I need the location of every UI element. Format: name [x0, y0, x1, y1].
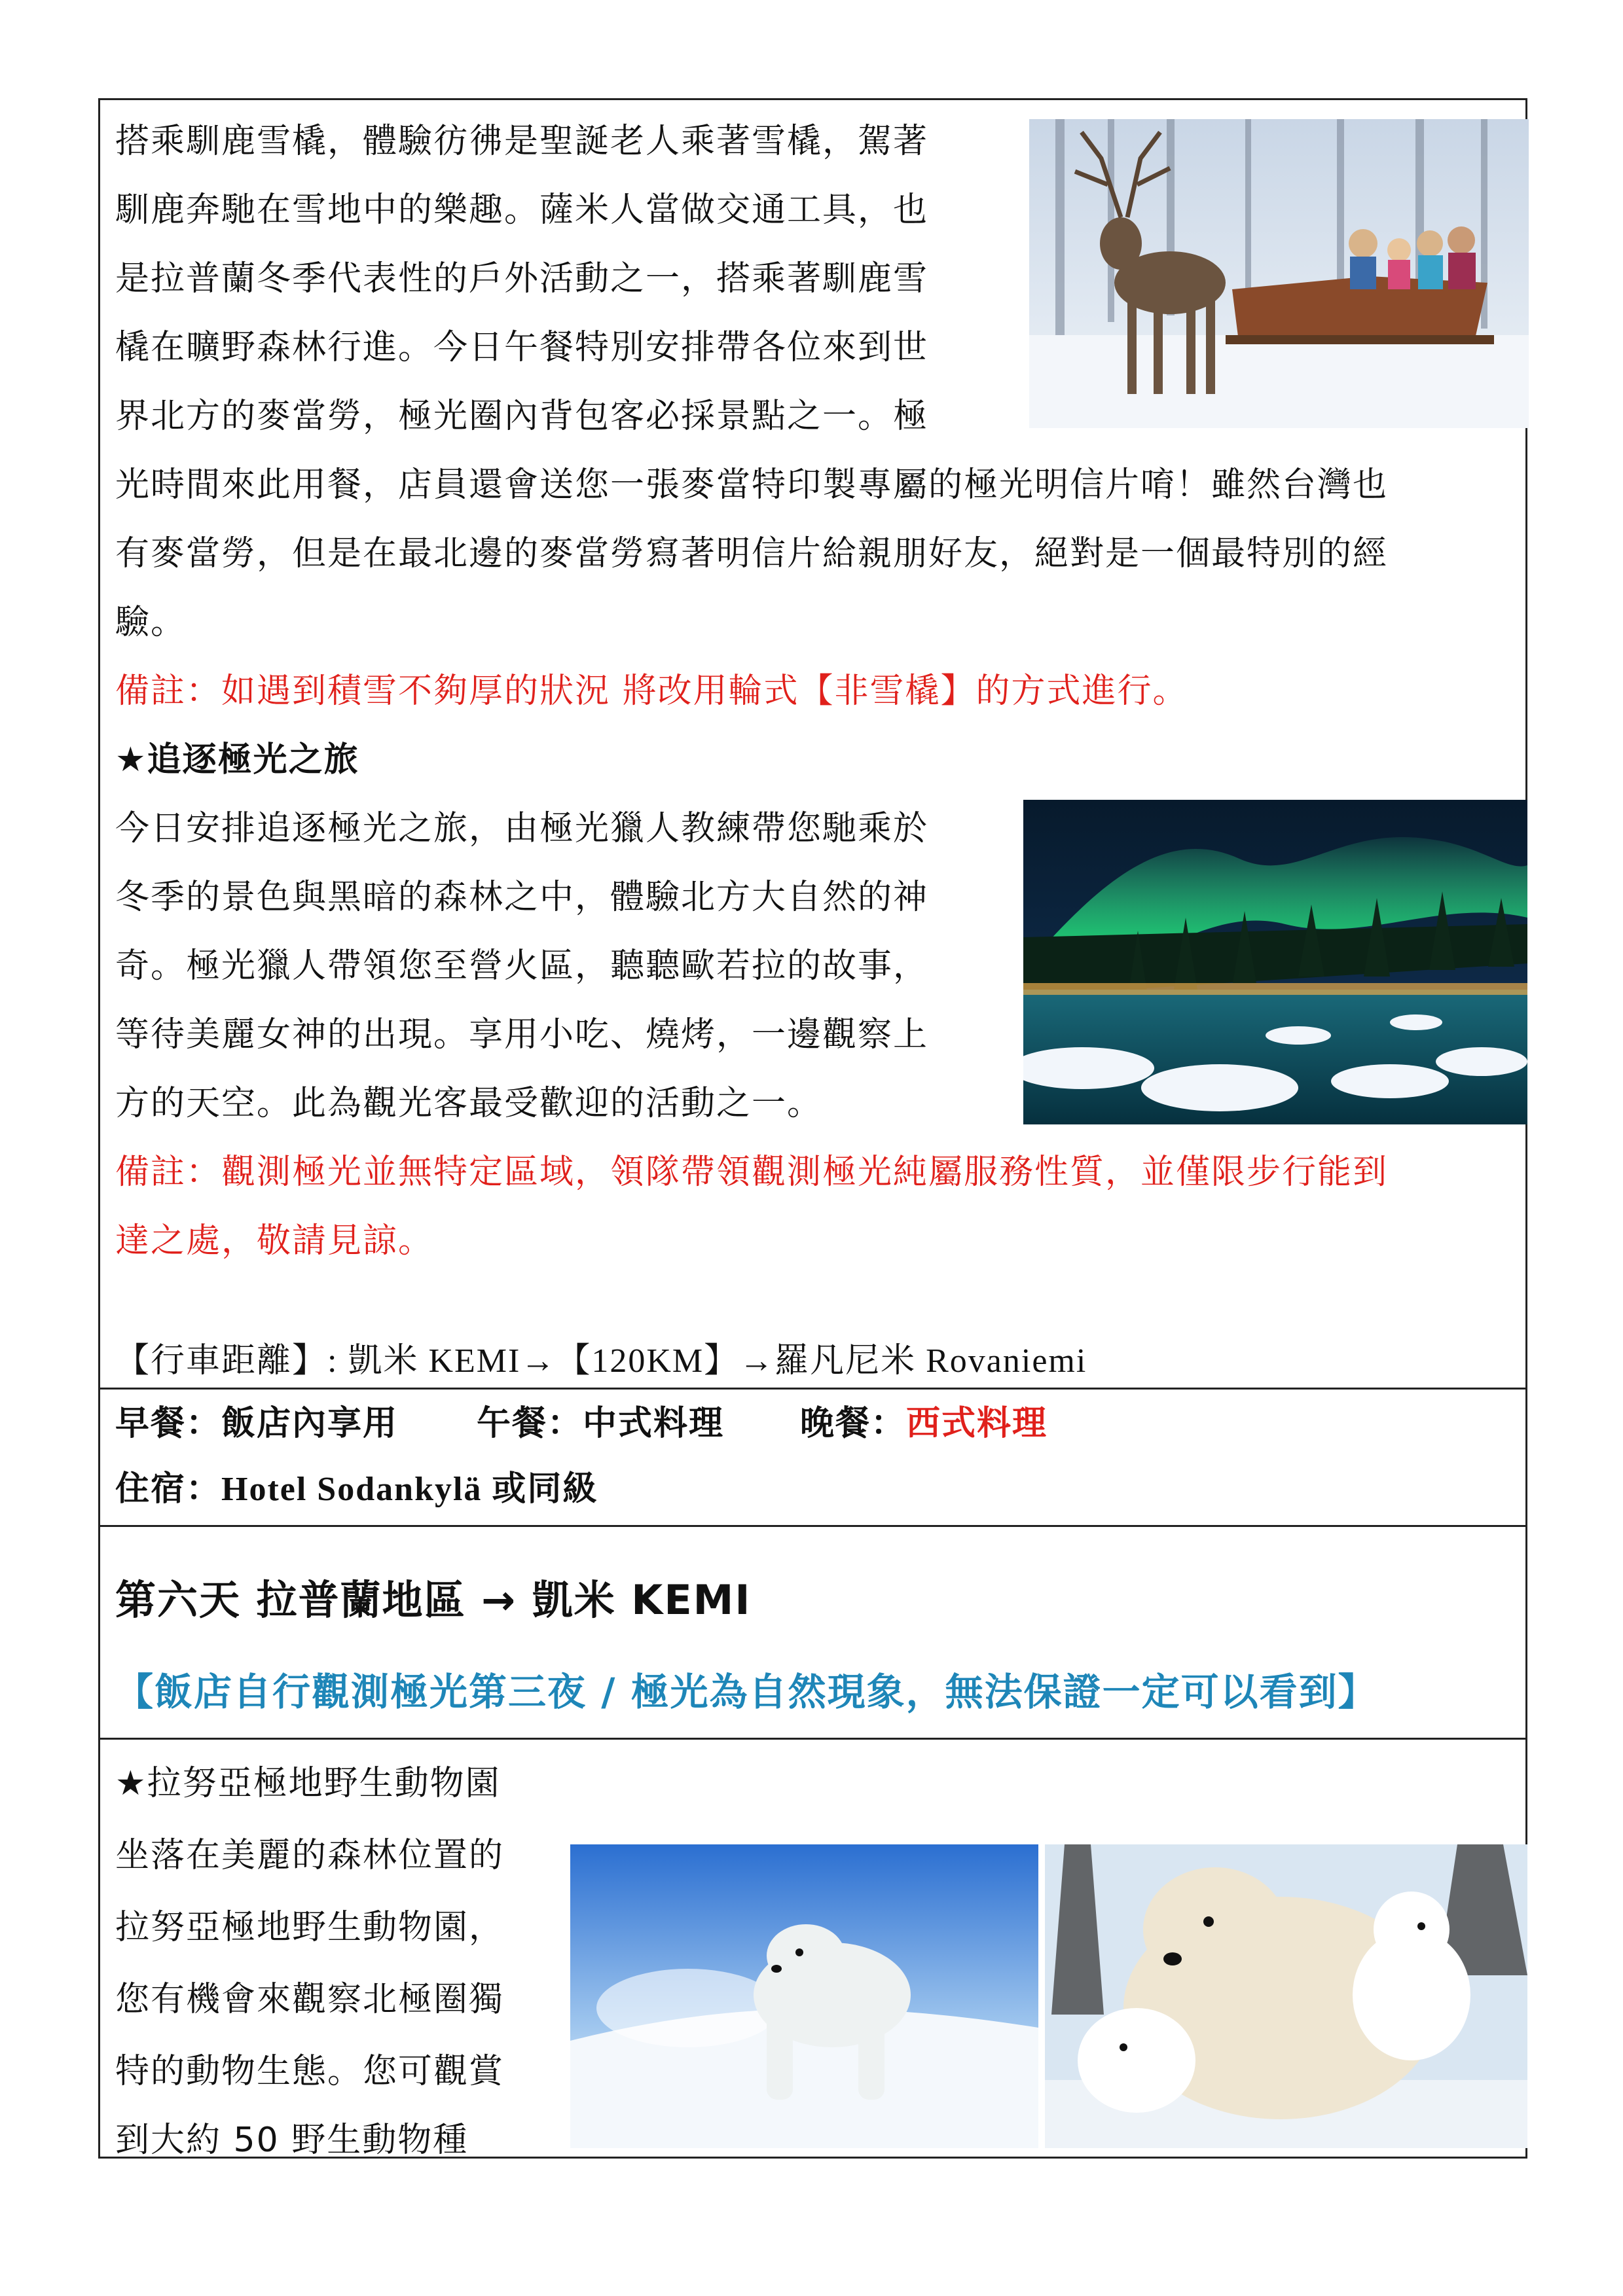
paragraph-line: 到大約 50 野生動物種 — [115, 2121, 469, 2160]
meal-breakfast: 早餐：飯店內享用 — [115, 1404, 399, 1443]
paragraph-line: 冬季的景色與黑暗的森林之中，體驗北方大自然的神 — [115, 878, 929, 917]
hotel-value: Hotel Sodankylä 或同級 — [221, 1471, 598, 1508]
hotel-label: 住宿： — [115, 1469, 222, 1509]
paragraph-line: 方的天空。此為觀光客最受歡迎的活動之一。 — [115, 1084, 823, 1123]
paragraph-line: 馴鹿奔馳在雪地中的樂趣。薩米人當做交通工具，也 — [115, 190, 929, 230]
divider-meals — [98, 1388, 1527, 1390]
day6-title: 第六天 拉普蘭地區 → 凱米 KEMI — [115, 1576, 752, 1624]
paragraph-line: 光時間來此用餐，店員還會送您一張麥當特印製專屬的極光明信片唷！雖然台灣也 — [115, 465, 1389, 505]
divider-zoo — [98, 1738, 1527, 1740]
paragraph-line: 坐落在美麗的森林位置的 — [115, 1836, 505, 1875]
paragraph-line: 界北方的麥當勞，極光圈內背包客必採景點之一。極 — [115, 397, 929, 436]
aurora-note-line: 備註：觀測極光並無特定區域，領隊帶領觀測極光純屬服務性質，並僅限步行能到 — [115, 1153, 1389, 1192]
divider-day6 — [98, 1525, 1527, 1527]
paragraph-line: 等待美麗女神的出現。享用小吃、燒烤，一邊觀察上 — [115, 1015, 929, 1054]
paragraph-line: 搭乘馴鹿雪橇，體驗彷彿是聖誕老人乘著雪橇，駕著 — [115, 122, 929, 161]
aurora-note-line: 達之處，敬請見諒。 — [115, 1221, 434, 1261]
paragraph-line: 奇。極光獵人帶領您至營火區，聽聽歐若拉的故事， — [115, 946, 929, 986]
reindeer-sleigh-image — [1029, 119, 1529, 428]
paragraph-line: 橇在曠野森林行進。今日午餐特別安排帶各位來到世 — [115, 328, 929, 367]
paragraph-line: 今日安排追逐極光之旅，由極光獵人教練帶您馳乘於 — [115, 809, 929, 848]
paragraph-line: 您有機會來觀察北極圈獨 — [115, 1980, 505, 2019]
meal-dinner-value: 西式料理 — [906, 1404, 1048, 1443]
travel-distance: 【行車距離】: 凱米 KEMI→【120KM】→羅凡尼米 Rovaniemi — [115, 1342, 1087, 1380]
polar-bear-walking-image — [570, 1844, 1038, 2148]
aurora-heading: ★追逐極光之旅 — [115, 740, 359, 780]
meal-lunch: 午餐：中式料理 — [477, 1404, 725, 1443]
paragraph-line: 拉努亞極地野生動物園， — [115, 1908, 505, 1947]
day6-subtitle: 【飯店自行觀測極光第三夜 / 極光為自然現象，無法保證一定可以看到】 — [115, 1670, 1377, 1714]
aurora-lake-image — [1023, 800, 1527, 1124]
paragraph-line: 是拉普蘭冬季代表性的戶外活動之一，搭乘著馴鹿雪 — [115, 259, 929, 298]
sleigh-note: 備註：如遇到積雪不夠厚的狀況 將改用輪式【非雪橇】的方式進行。 — [115, 672, 1188, 711]
paragraph-line: 有麥當勞，但是在最北邊的麥當勞寫著明信片給親朋好友，絕對是一個最特別的經 — [115, 534, 1389, 573]
paragraph-line: 驗。 — [115, 603, 187, 642]
zoo-heading: ★拉努亞極地野生動物園 — [115, 1764, 501, 1803]
hotel-info — [115, 1456, 598, 1522]
paragraph-line: 特的動物生態。您可觀賞 — [115, 2052, 505, 2091]
polar-bear-family-image — [1045, 1844, 1527, 2148]
meal-dinner-label: 晚餐： — [800, 1404, 907, 1443]
meal-dinner — [800, 1391, 1048, 1456]
